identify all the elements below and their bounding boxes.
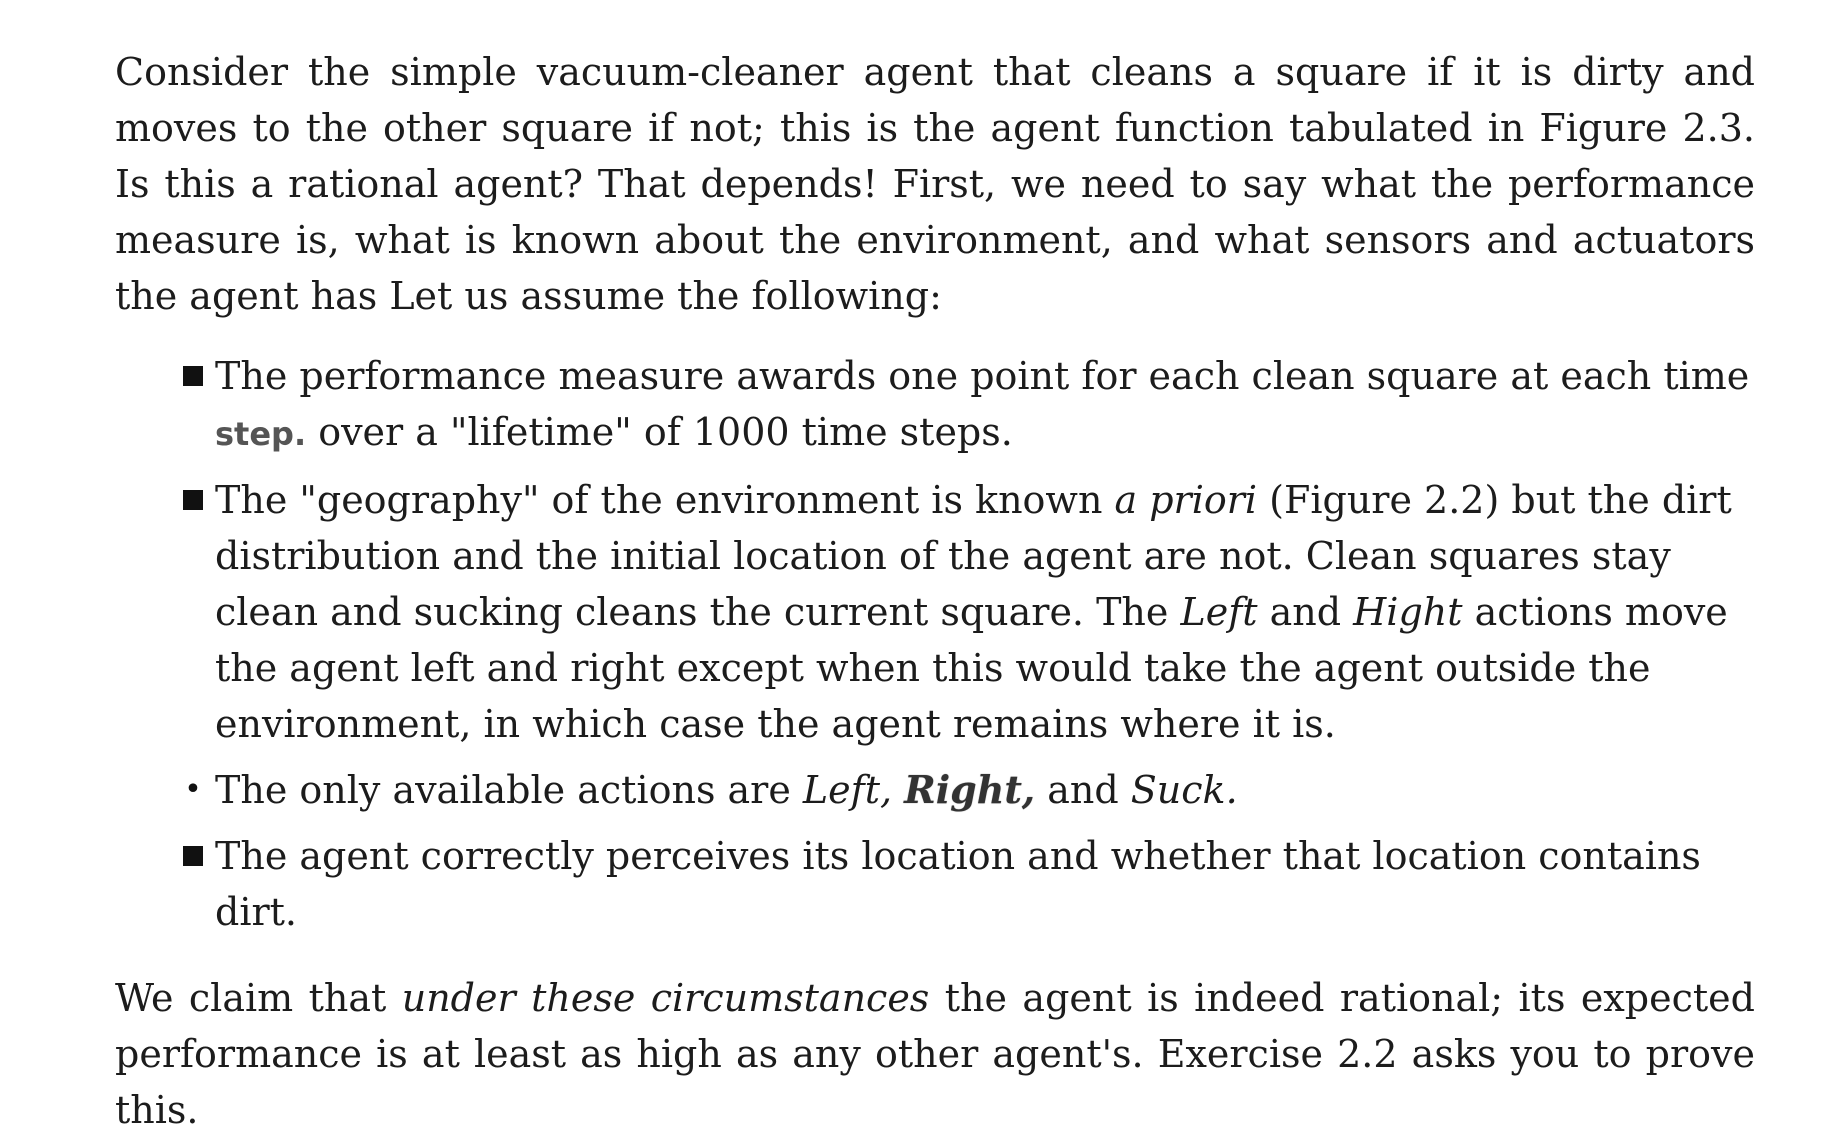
item-emphasis: Right, bbox=[904, 767, 1036, 812]
item-text: The only available actions are bbox=[215, 768, 803, 812]
item-text-step: step. bbox=[215, 415, 307, 453]
item-text: and bbox=[1257, 590, 1354, 634]
closing-emphasis: under these circumstances bbox=[401, 976, 930, 1020]
closing-text bbox=[115, 970, 1755, 1138]
closing-paragraph bbox=[115, 970, 1755, 1138]
item-emphasis: Suck. bbox=[1130, 768, 1238, 812]
intro-paragraph bbox=[115, 44, 1755, 324]
dot-bullet-icon: • bbox=[184, 772, 202, 807]
list-item bbox=[115, 472, 1755, 752]
item-text: over a "lifetime" of 1000 time steps. bbox=[306, 410, 1013, 454]
list-item bbox=[115, 828, 1755, 940]
intro-text: Consider the simple vacuum-cleaner agent that cleans a square if it is dirty and moves to the other square if not; this is the agent function tabulated in Figure 2.3. Is this a rational agent? That depends! First, we need to say what the performance measure is, what is known about the environment, and what sensors and actuators the agent has Let us assume the following: bbox=[115, 50, 1755, 318]
item-text: and bbox=[1035, 768, 1131, 812]
item-text: The performance measure awards one point for each clean square at each time bbox=[215, 354, 1750, 398]
item-emphasis: a priori bbox=[1114, 478, 1258, 522]
item-text: The agent correctly perceives its location and whether that location contains dirt. bbox=[215, 834, 1701, 934]
closing-text-part: the agent is indeed rational; its expected performance is at least as high as any other agent's. Exercise 2.2 asks you to prove this. bbox=[115, 976, 1755, 1132]
item-emphasis: Left, bbox=[802, 768, 893, 812]
item-text: The "geography" of the environment is known bbox=[215, 478, 1115, 522]
list-item bbox=[115, 348, 1755, 462]
square-bullet-icon bbox=[179, 348, 207, 404]
item-emphasis: Left bbox=[1180, 590, 1258, 634]
item-text: actions move the agent left and right except when this would take the agent outside the environment, in which case the agent remains where it is. bbox=[215, 590, 1728, 746]
item-emphasis: Hight bbox=[1353, 590, 1463, 634]
closing-text-part: We claim that bbox=[115, 976, 402, 1020]
list-item bbox=[115, 762, 1755, 818]
assumption-list bbox=[115, 348, 1755, 940]
item-text: (Figure 2.2) but the dirt distribution and the initial location of the agent are not. Clean squares stay clean and sucking cleans the current square. The bbox=[215, 478, 1732, 634]
document-page bbox=[115, 44, 1755, 1138]
square-bullet-icon bbox=[179, 472, 207, 528]
square-bullet-icon bbox=[179, 828, 207, 884]
